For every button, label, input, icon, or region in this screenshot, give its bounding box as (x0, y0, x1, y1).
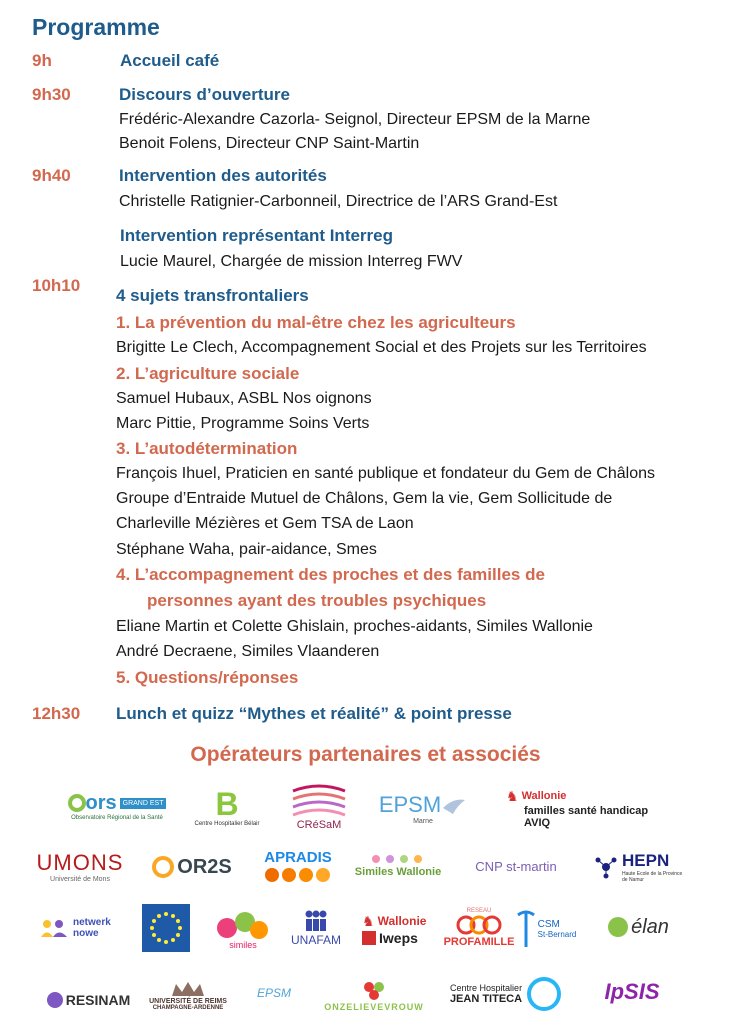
speaker-line: Frédéric-Alexandre Cazorla- Seignol, Directeur EPSM de la Marne (119, 111, 591, 128)
titeca-text: JEAN TITECA (449, 993, 523, 1005)
resinam-r-icon (46, 991, 64, 1009)
iweps-wallonie-text: Wallonie (377, 914, 427, 928)
apradis-dots-icon (263, 866, 333, 884)
time-10h10: 10h10 (32, 276, 81, 295)
netwerk-nowe-logo (30, 910, 126, 946)
speaker-line: Christelle Ratignier-Carbonneil, Directrice de l’ARS Grand-Est (119, 193, 558, 210)
ch-belair-mark: B (215, 786, 239, 822)
csm-figure-icon (514, 907, 538, 951)
epsm-text: EPSM (378, 791, 442, 817)
ch-belair-subtitle: Centre Hospitalier Bélair (194, 821, 260, 827)
urca-logo (150, 970, 226, 1020)
speaker-line: Groupe d’Entraide Mutuel de Châlons, Gem la vie, Gem Sollicitude de (116, 490, 613, 507)
hepn-logo (590, 846, 692, 888)
similes-logo (208, 906, 278, 954)
topic-4: 4. L’accompagnement des proches et des familles de (116, 565, 545, 584)
aviq-text: AVIQ (524, 816, 551, 829)
hepn-text: HEPN (622, 851, 670, 870)
similes-dots-icon (368, 852, 428, 866)
ipsis-text: IpSIS (604, 979, 660, 1004)
unafam-logo (284, 904, 348, 952)
onze-flower-icon (361, 980, 387, 1002)
similes-text: similes (229, 940, 257, 950)
heading-autorites: Intervention des autorités (119, 166, 327, 185)
aviq-logo (506, 788, 676, 828)
ors-subtitle: Observatoire Régional de la Santé (71, 814, 163, 821)
speaker-line: Stéphane Waha, pair-aidance, Smes (116, 541, 377, 558)
topic-3: 3. L’autodétermination (116, 439, 298, 458)
similes-bubbles-icon (213, 910, 273, 940)
profamille-text: PROFAMILLE (443, 936, 515, 948)
page-title: Programme (32, 14, 160, 40)
cresam-text: CRéSaM (296, 819, 342, 831)
interreg-eu-flag-logo (142, 904, 190, 952)
jean-titeca-logo (444, 970, 568, 1018)
topic-2: 2. L’agriculture sociale (116, 364, 300, 383)
wallonie-text: Wallonie (521, 790, 567, 802)
aviq-subtitle: familles santé handicap (524, 804, 649, 817)
similes-wallonie-text: Similes Wallonie (354, 866, 442, 878)
ors-logo (62, 784, 172, 828)
urca-text: UNIVERSITÉ DE REIMS (149, 997, 227, 1005)
cnp-st-martin-logo (460, 850, 572, 882)
time-9h: 9h (32, 51, 52, 70)
speaker-line: François Ihuel, Praticien en santé publique et fondateur du Gem de Châlons (116, 465, 655, 482)
speaker-line: Brigitte Le Clech, Accompagnement Social et des Projets sur les Territoires (116, 339, 647, 356)
eu-stars-icon (146, 908, 186, 948)
cnp-text: CNP st-martin (475, 858, 557, 874)
hepn-subtitle: Haute Ecole de la Province de Namur (622, 871, 683, 883)
unafam-text: UNAFAM (290, 933, 341, 947)
dove-icon (441, 794, 467, 816)
epsm-logo (368, 788, 478, 828)
apradis-logo (256, 844, 340, 888)
csm-subtitle: St-Bernard (537, 930, 577, 939)
iweps-text: Iweps (379, 929, 418, 946)
speaker-line: Benoit Folens, Directeur CNP Saint-Martin (119, 135, 420, 152)
heading-sujets: 4 sujets transfrontaliers (116, 286, 309, 305)
resinam-text: RESINAM (65, 992, 131, 1008)
elan-logo (590, 906, 686, 948)
epsm-subtitle: Marne (413, 817, 433, 825)
topic-4-cont: personnes ayant des troubles psychiques (147, 591, 487, 610)
ipsis-logo (582, 972, 682, 1012)
csm-text: CSM (537, 919, 560, 930)
csm-st-bernard-logo (512, 904, 578, 954)
profamille-top-text: RESEAU (466, 908, 492, 914)
ors-badge: GRAND EST (120, 798, 167, 809)
or2s-icon (152, 856, 174, 878)
unafam-people-icon (301, 909, 331, 933)
hepn-molecule-icon (594, 855, 618, 879)
time-12h30: 12h30 (32, 704, 81, 723)
netwerk-text: netwerk nowe (73, 917, 111, 939)
speaker-line: Samuel Hubaux, ASBL Nos oignons (116, 390, 372, 407)
ors-swoosh-icon (68, 794, 86, 812)
iweps-chart-icon (362, 931, 376, 945)
profamille-rings-icon (454, 914, 504, 936)
titeca-top-text: Centre Hospitalier (450, 983, 523, 993)
elan-text: élan (631, 915, 669, 938)
heading-discours: Discours d’ouverture (119, 85, 290, 104)
rooster-icon: ♞ (362, 912, 375, 929)
or2s-text: OR2S (177, 855, 232, 878)
urca-subtitle: CHAMPAGNE-ARDENNE (152, 1004, 224, 1011)
speaker-line: Marc Pittie, Programme Soins Verts (116, 415, 370, 432)
titeca-circle-icon (526, 976, 562, 1012)
ors-text: ors (85, 791, 117, 814)
speaker-line: Lucie Maurel, Chargée de mission Interreg FWV (120, 253, 463, 270)
heading-lunch: Lunch et quizz “Mythes et réalité” & point presse (116, 704, 512, 723)
time-9h40: 9h40 (32, 166, 71, 185)
epsm-small-logo (244, 970, 304, 1016)
speaker-line: Eliane Martin et Colette Ghislain, proches-aidants, Similes Wallonie (116, 618, 593, 635)
onze-text: ONZELIEVEVROUW (324, 1002, 424, 1012)
umons-text: UMONS (36, 849, 124, 875)
heading-accueil: Accueil café (120, 51, 220, 70)
cresam-logo (288, 776, 350, 836)
cresam-waves-icon (291, 781, 347, 819)
umons-logo (30, 846, 130, 886)
resinam-logo (40, 982, 136, 1018)
topic-5: 5. Questions/réponses (116, 668, 299, 687)
similes-wallonie-logo (350, 844, 446, 886)
elan-e-icon (607, 916, 629, 938)
epsm-small-text: EPSM (256, 986, 291, 1000)
urca-crown-icon (170, 980, 206, 998)
speaker-line: Charleville Mézières et Gem TSA de Laon (116, 515, 414, 532)
time-9h30: 9h30 (32, 85, 71, 104)
netwerk-people-icon (39, 917, 69, 939)
profamille-logo (443, 900, 515, 956)
partners-title: Opérateurs partenaires et associés (190, 743, 541, 766)
speaker-line: André Decraene, Similes Vlaanderen (116, 643, 380, 660)
onzelievevrouw-logo (314, 976, 434, 1016)
or2s-logo (142, 848, 242, 886)
apradis-text: APRADIS (264, 848, 332, 866)
umons-subtitle: Université de Mons (50, 875, 110, 883)
heading-interreg: Intervention représentant Interreg (120, 226, 394, 245)
topic-1: 1. La prévention du mal-être chez les agriculteurs (116, 313, 516, 332)
iweps-logo (362, 906, 442, 952)
ch-belair-logo (182, 780, 272, 834)
rooster-icon: ♞ (506, 787, 519, 804)
